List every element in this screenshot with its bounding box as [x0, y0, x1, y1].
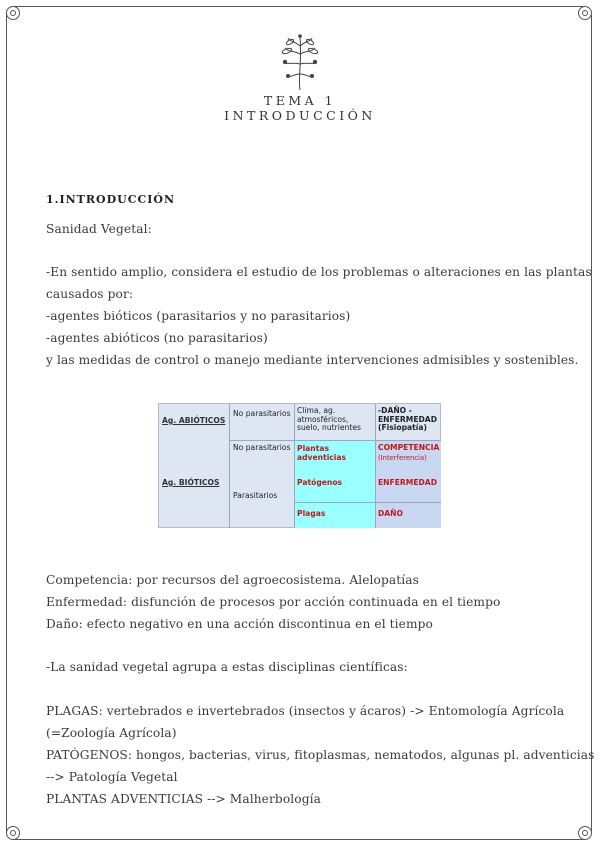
definition-competencia: Competencia: por recursos del agroecosistema. Alelopatías	[46, 573, 419, 587]
body-line-5: -agentes abióticos (no parasitarios)	[46, 331, 268, 345]
section-heading: 1.INTRODUCCIÓN	[46, 193, 176, 206]
agents-table	[158, 403, 441, 528]
definition-enfermedad: Enfermedad: disfunción de procesos por acción continuada en el tiempo	[46, 595, 501, 609]
body-line-3: causados por:	[46, 287, 134, 301]
no-parasitarios-2: No parasitarios	[233, 443, 291, 452]
body-line-1: Sanidad Vegetal:	[46, 222, 152, 236]
disciplines-intro: -La sanidad vegetal agrupa a estas disciplinas científicas:	[46, 660, 408, 674]
corner-ornament-bottom-right	[578, 826, 592, 840]
bioticos-label: Ag. BIÓTICOS	[162, 478, 220, 487]
parasitarios-label: Parasitarios	[233, 491, 278, 500]
dano-cell: DAÑO	[378, 509, 403, 518]
definition-dano: Daño: efecto negativo en una acción discontinua en el tiempo	[46, 617, 433, 631]
corner-ornament-top-left	[6, 6, 20, 20]
plantas-adventicias-cell: Plantas adventicias	[297, 444, 347, 462]
plagas-cell: Plagas	[297, 509, 326, 518]
page-title-line2: INTRODUCCIÓN	[224, 108, 376, 123]
competencia-cell: COMPETENCIA	[378, 443, 440, 452]
body-line-2: -En sentido amplio, considera el estudio de los problemas o alteraciones en las plantas	[46, 265, 592, 279]
clima-cell: Clima, ag. atmosféricos, suelo, nutrientes	[297, 406, 361, 433]
botanical-ornament-icon	[278, 32, 322, 92]
interferencia-cell: (Interferencia)	[378, 454, 427, 462]
discipline-plagas-cont: (=Zoología Agrícola)	[46, 726, 177, 740]
discipline-plagas: PLAGAS: vertebrados e invertebrados (insectos y ácaros) -> Entomología Agrícola	[46, 704, 565, 718]
page-title-line1: TEMA 1	[263, 93, 337, 108]
body-line-6: y las medidas de control o manejo mediante intervenciones admisibles y sostenibles.	[46, 353, 579, 367]
no-parasitarios-1: No parasitarios	[233, 409, 291, 418]
patogenos-cell: Patógenos	[297, 478, 343, 487]
corner-ornament-top-right	[578, 6, 592, 20]
dano-enfermedad-cell: -DAÑO -ENFERMEDAD (Fisiopatía)	[378, 406, 437, 433]
abioticos-label: Ag. ABIÓTICOS	[162, 416, 226, 425]
discipline-patogenos: PATÓGENOS: hongos, bacterias, virus, fitoplasmas, nematodos, algunas pl. adventicias	[46, 748, 595, 762]
corner-ornament-bottom-left	[6, 826, 20, 840]
discipline-patogenos-cont: --> Patología Vegetal	[46, 770, 178, 784]
discipline-adventicias: PLANTAS ADVENTICIAS --> Malherbología	[46, 792, 321, 806]
body-line-4: -agentes bióticos (parasitarios y no parasitarios)	[46, 309, 351, 323]
enfermedad-cell: ENFERMEDAD	[378, 478, 437, 487]
